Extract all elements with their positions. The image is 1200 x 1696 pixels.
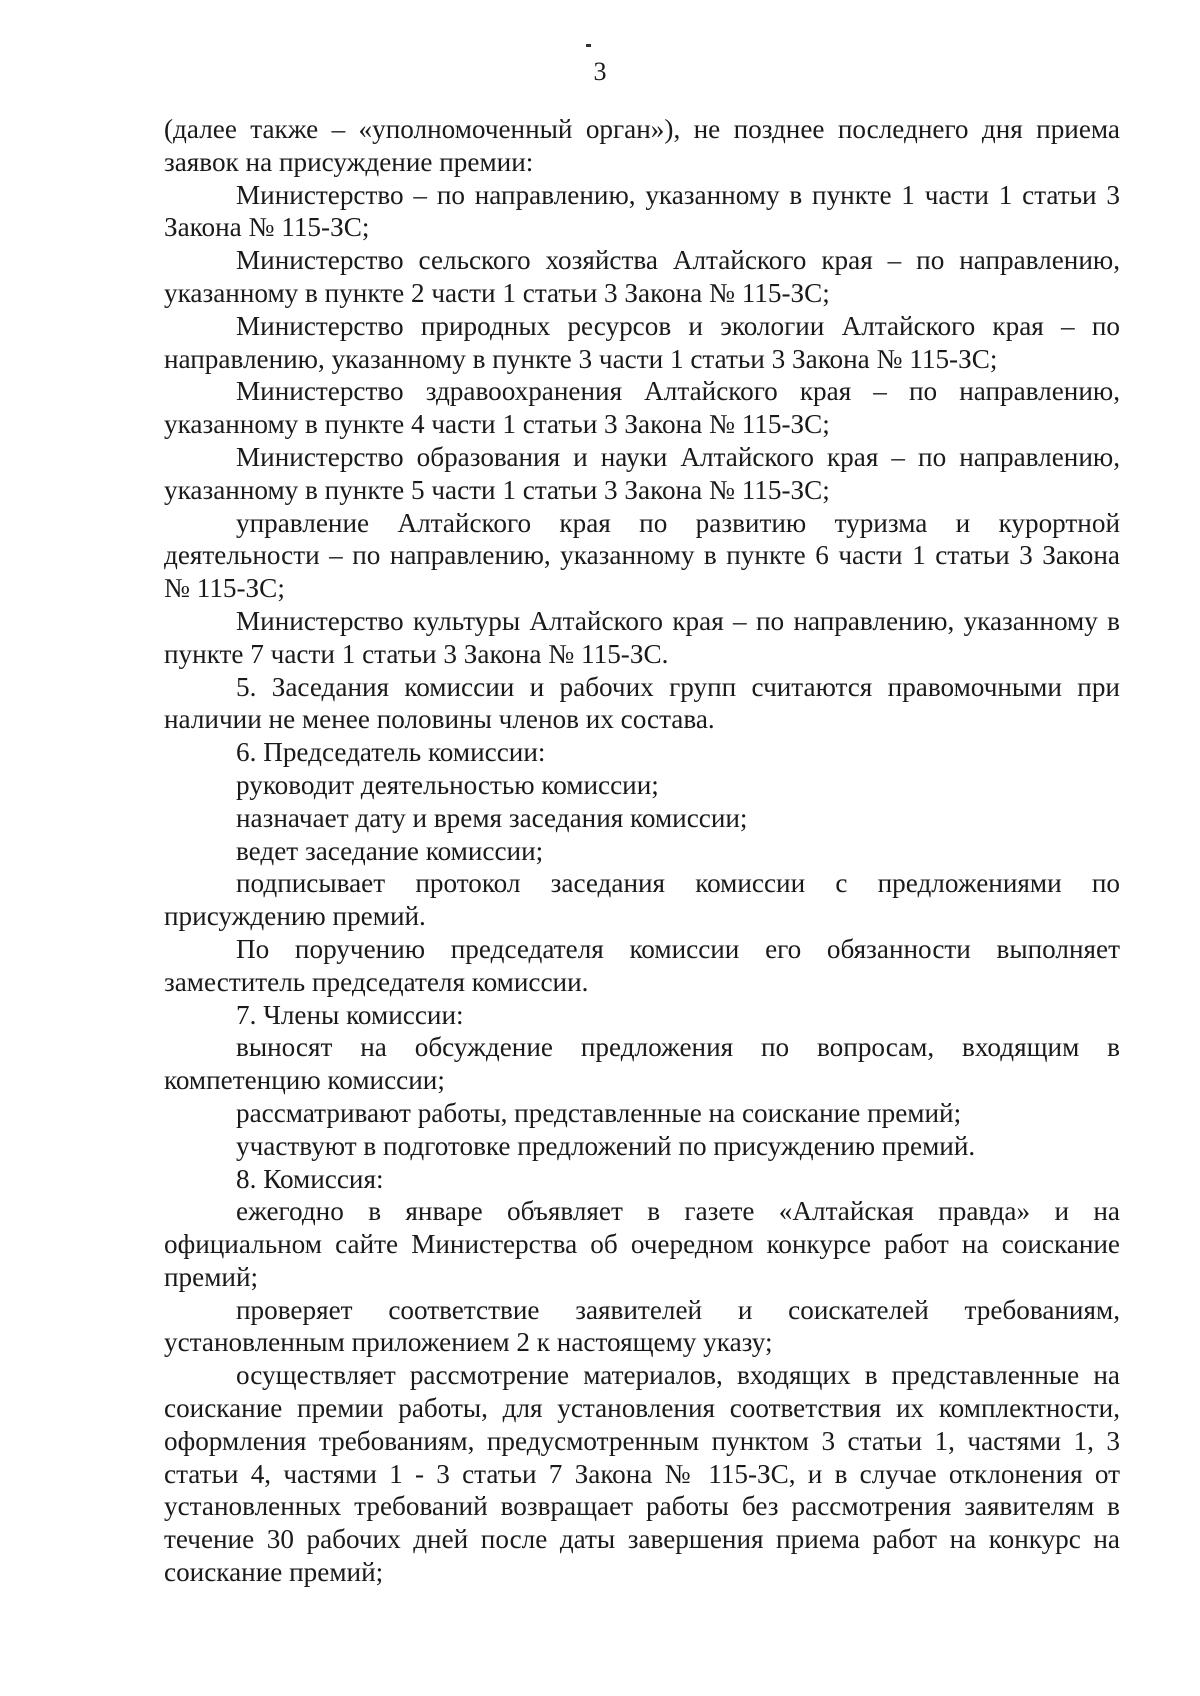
paragraph-chair-duty-4: подписывает протокол заседания комиссии с предложениями по присуждению премий.	[164, 868, 1120, 932]
paragraph-natural-resources: Министерство природных ресурсов и экологии Алтайского края – по направлению, указанному в пункте 3 части 1 статьи 3 Закона № 115-ЗС;	[164, 310, 1120, 374]
paragraph-member-duty-1: выносят на обсуждение предложения по вопросам, входящим в компетенцию комиссии;	[164, 1032, 1120, 1096]
paragraph-education: Министерство образования и науки Алтайского края – по направлению, указанному в пункте 5 части 1 статьи 3 Закона № 115-ЗС;	[164, 441, 1120, 505]
paragraph-chair-duty-1: руководит деятельностью комиссии;	[236, 769, 659, 800]
paragraph-intro: (далее также – «уполномоченный орган»), не позднее последнего дня приема заявок на присуждение премии:	[164, 114, 1120, 177]
paragraph-commission-duty-3: осуществляет рассмотрение материалов, входящих в представленные на соискание премии работы, для установления соответствия их комплектности, оформления требованиям, предусмотренным пунктом 3 статьи 1, частями 1, 3 статьи 4, частями 1 - 3 статьи 7 Закона № 115-ЗС, и в случае отклонения от установленных требований возвращает работы без рассмотрения заявителям в течение 30 рабочих дней после даты завершения приема работ на конкурс на соискание премий;	[164, 1360, 1120, 1588]
scan-mark	[586, 44, 591, 47]
paragraph-item-5: 5. Заседания комиссии и рабочих групп считаются правомочными при наличии не менее половины членов их состава.	[164, 671, 1120, 735]
paragraph-item-8-heading: 8. Комиссия:	[236, 1163, 384, 1194]
document-body	[164, 113, 1120, 1589]
paragraph-healthcare: Министерство здравоохранения Алтайского края – по направлению, указанному в пункте 4 части 1 статьи 3 Закона № 115-ЗС;	[164, 376, 1120, 440]
paragraph-tourism: управление Алтайского края по развитию туризма и курортной деятельности – по направлению, указанному в пункте 6 части 1 статьи 3 Закона № 115-ЗС;	[164, 507, 1120, 604]
paragraph-culture: Министерство культуры Алтайского края – по направлению, указанному в пункте 7 части 1 статьи 3 Закона № 115-ЗС.	[164, 605, 1120, 669]
paragraph-chair-duty-2: назначает дату и время заседания комиссии;	[236, 802, 748, 833]
paragraph-member-duty-2: рассматривают работы, представленные на соискание премий;	[236, 1097, 962, 1128]
paragraph-commission-duty-1: ежегодно в январе объявляет в газете «Алтайская правда» и на официальном сайте Министерства об очередном конкурсе работ на соискание премий;	[164, 1196, 1120, 1292]
paragraph-item-6-heading: 6. Председатель комиссии:	[236, 737, 546, 768]
paragraph-chair-duty-3: ведет заседание комиссии;	[236, 835, 544, 866]
page-number: 3	[593, 57, 607, 86]
paragraph-deputy: По поручению председателя комиссии его обязанности выполняет заместитель председателя комиссии.	[164, 933, 1120, 997]
paragraph-agriculture: Министерство сельского хозяйства Алтайского края – по направлению, указанному в пункте 2 части 1 статьи 3 Закона № 115-ЗС;	[164, 245, 1120, 308]
paragraph-ministry: Министерство – по направлению, указанному в пункте 1 части 1 статьи 3 Закона № 115-ЗС;	[164, 179, 1120, 243]
paragraph-item-7-heading: 7. Члены комиссии:	[236, 999, 464, 1030]
paragraph-member-duty-3: участвуют в подготовке предложений по присуждению премий.	[236, 1130, 976, 1161]
paragraph-commission-duty-2: проверяет соответствие заявителей и соискателей требованиям, установленным приложением 2 к настоящему указу;	[164, 1294, 1120, 1358]
